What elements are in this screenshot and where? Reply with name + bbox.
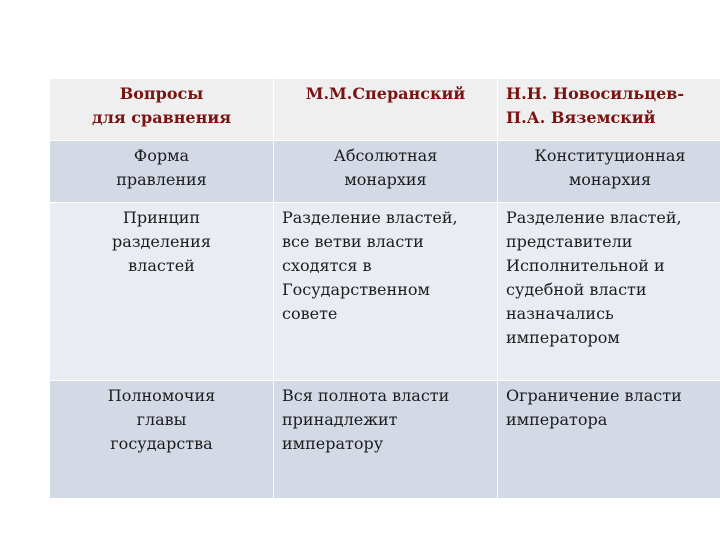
row-question-text: Полномочия главы государства xyxy=(107,386,216,453)
header-speransky-text: М.М.Сперанский xyxy=(305,84,466,103)
row-novosiltsev-text: Конституционная монархия xyxy=(534,146,686,189)
header-novosiltsev xyxy=(498,79,720,141)
header-novosiltsev-text: Н.Н. Новосильцев- П.А. Вяземский xyxy=(506,84,685,127)
row-question-cell xyxy=(50,203,274,381)
row-speransky-cell xyxy=(274,203,498,381)
row-question-text: Форма правления xyxy=(116,146,207,189)
table-header-row xyxy=(50,79,720,141)
row-speransky-text: Вся полнота власти принадлежит императору xyxy=(282,386,450,453)
row-novosiltsev-cell xyxy=(498,141,720,203)
row-speransky-cell xyxy=(274,141,498,203)
header-questions xyxy=(50,79,274,141)
row-question-cell xyxy=(50,381,274,499)
header-speransky xyxy=(274,79,498,141)
row-question-cell xyxy=(50,141,274,203)
row-speransky-text: Абсолютная монархия xyxy=(333,146,438,189)
table-row-separation-of-powers xyxy=(50,203,720,381)
row-novosiltsev-text: Ограничение власти императора xyxy=(506,386,682,429)
header-questions-text: Вопросы для сравнения xyxy=(91,84,232,127)
row-novosiltsev-cell xyxy=(498,203,720,381)
row-novosiltsev-text: Разделение властей, представители Исполнительной и судебной власти назначались императором xyxy=(506,208,682,347)
comparison-table xyxy=(49,78,720,499)
row-speransky-text: Разделение властей, все ветви власти сходятся в Государственном совете xyxy=(282,208,458,323)
table-row-form-of-government xyxy=(50,141,720,203)
row-question-text: Принцип разделения властей xyxy=(112,208,211,275)
table-row-head-of-state-powers xyxy=(50,381,720,499)
row-speransky-cell xyxy=(274,381,498,499)
row-novosiltsev-cell xyxy=(498,381,720,499)
